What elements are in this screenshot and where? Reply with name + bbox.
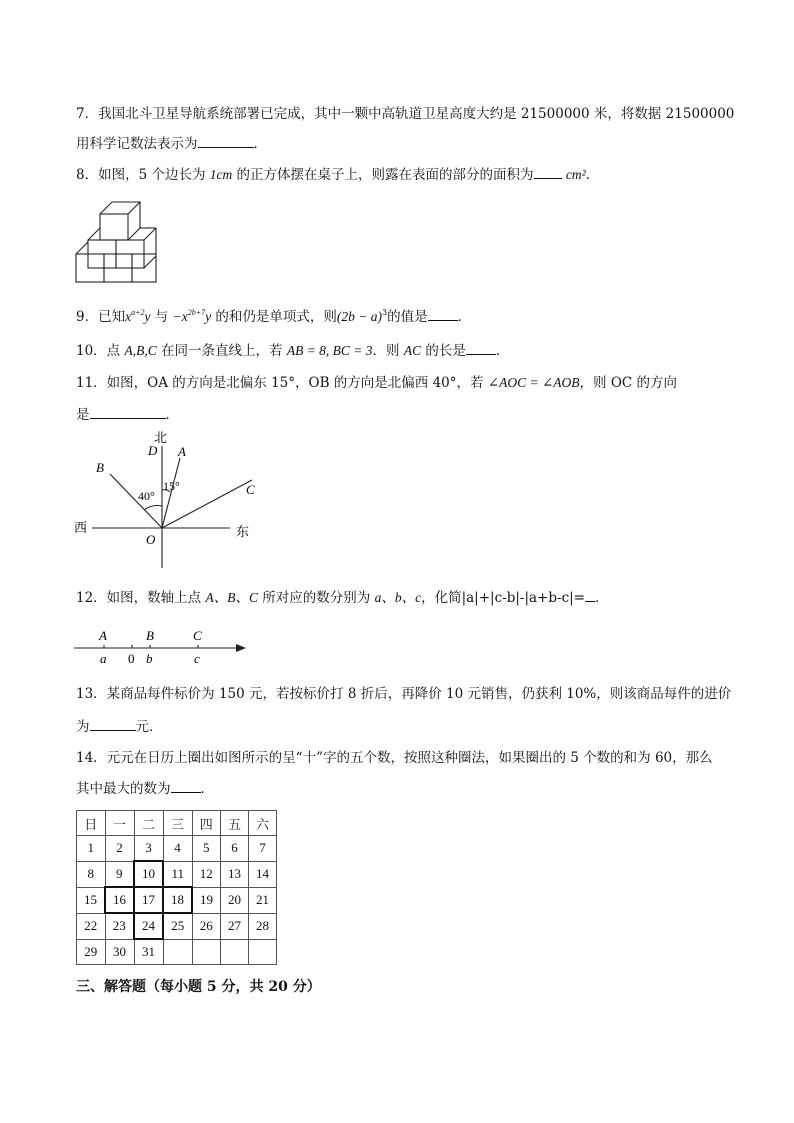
q9-post: 的值是 [387,309,428,325]
calendar-cell-circled: 16 [105,887,134,913]
q8-end: ． [585,167,600,183]
calendar-cell: 26 [192,913,221,939]
q7-end: ． [253,136,267,152]
axis-label-b-top: B [146,628,154,643]
calendar-cell: 27 [221,913,249,939]
q9-term1b: y [144,309,151,324]
angle-40-label: 40° [138,489,155,503]
calendar-header-cell: 日 [77,811,106,836]
calendar-cell: 19 [192,887,221,913]
point-d-label: D [148,443,158,458]
q10-answer-blank [466,340,496,355]
calendar-header-row [77,811,277,836]
q9-end: ． [457,309,472,325]
q13-line2 [76,716,163,737]
calendar-cell: 11 [163,861,192,887]
q11-end: ． [165,407,179,423]
q10-line [76,340,509,361]
calendar-cell: 6 [221,836,249,862]
calendar-cell: 4 [163,836,192,862]
q8-text: 8．如图，5 个边长为 [76,167,210,183]
calendar-cell [163,939,192,965]
q12-post: ，化简|a|+|c-b|-|a+b-c|= [421,590,585,606]
calendar-cell-circled: 10 [134,861,163,887]
axis-label-a-bottom: a [100,651,107,666]
q12-pre: 12．如图，数轴上点 [76,590,206,606]
calendar-cell [221,939,249,965]
calendar-cell: 20 [221,887,249,913]
q11-text2: ，则 OC 的方向 [579,375,678,391]
q13-line1: 13．某商品每件标价为 150 元，若按标价打 8 折后，再降价 10 元销售，仍获利 10%，则该商品每件的进价 [76,686,732,702]
calendar-cell-circled: 18 [163,887,192,913]
q12-vals: a、b、c [374,590,422,605]
q11-line2-text: 是 [76,407,90,423]
calendar-row [77,887,277,913]
q9-term2b: y [205,309,212,324]
point-c-label: C [246,482,255,497]
q9-line [76,306,471,327]
point-b-label: B [96,460,104,475]
point-a-label: A [178,444,186,459]
section-heading: 三、解答题（每小题 5 分，共 20 分） [76,979,321,995]
q9-mid: 与 [150,309,173,325]
calendar-cell: 22 [77,913,106,939]
q8-line [76,164,599,185]
q7-line1: 7．我国北斗卫星导航系统部署已完成，其中一颗中高轨道卫星高度大约是 21500000 米，将数据 21500000 [76,106,735,122]
axis-label-c-top: C [193,628,202,643]
axis-label-zero: 0 [128,651,135,666]
q10-mid2: ．则 [372,343,404,359]
q8-unit2: cm² [565,167,586,182]
calendar-cell: 30 [105,939,134,965]
calendar-row [77,939,277,965]
q10-points: A,B,C [124,343,157,358]
calendar-cell: 14 [249,861,277,887]
cubes-figure [74,198,158,286]
calendar-header-cell: 二 [134,811,163,836]
q12-mid: 所对应的数分别为 [257,590,375,606]
calendar-cell: 13 [221,861,249,887]
calendar-cell: 17 [134,887,163,913]
direction-figure [70,428,270,570]
calendar-cell: 3 [134,836,163,862]
calendar-cell: 9 [105,861,134,887]
q12-line [76,587,609,608]
q7-answer-blank [198,133,254,148]
axis-label-c-bottom: c [194,651,200,666]
q11-answer-blank [90,404,166,419]
calendar-row [77,861,277,887]
q7-line2 [76,133,267,154]
calendar-table [76,810,277,965]
east-label: 东 [236,524,250,539]
q8-unit: 1cm [209,167,233,182]
calendar-cell: 15 [77,887,106,913]
calendar-cell-circled: 24 [134,913,163,939]
calendar-cell: 21 [249,887,277,913]
calendar-cell: 23 [105,913,134,939]
calendar-row [77,913,277,939]
q8-text2: 的正方体摆在桌子上，则露在表面的部分的面积为 [232,167,534,183]
calendar-cell: 29 [77,939,106,965]
calendar-cell: 31 [134,939,163,965]
calendar-cell: 2 [105,836,134,862]
q11-cond: ∠AOC = ∠AOB [487,375,580,390]
number-line-figure [70,622,252,668]
west-label: 西 [74,520,88,535]
q14-line2 [76,778,214,799]
calendar-cell: 1 [77,836,106,862]
q13-end: 元． [135,719,163,735]
calendar-header-cell: 五 [221,811,249,836]
q9-term2: −x [172,309,188,324]
axis-label-a-top: A [99,628,107,643]
q9-pre: 9．已知 [76,309,126,325]
calendar-cell: 28 [249,913,277,939]
q9-term1: x [125,309,132,324]
calendar-header-cell: 六 [249,811,277,836]
q14-line1: 14．元元在日历上圈出如图所示的呈“十”字的五个数，按照这种圈法，如果圈出的 5 个数的和为 60，那么 [76,750,713,766]
q9-exp3: 3 [382,308,388,317]
q10-pre: 10．点 [76,343,125,359]
q10-end: ． [495,343,510,359]
q9-mid2: 的和仍是单项式，则 [211,309,337,325]
q11-text: 11．如图，OA 的方向是北偏东 15°，OB 的方向是北偏西 40°，若 [76,375,488,391]
calendar-cell [192,939,221,965]
calendar-cell: 5 [192,836,221,862]
q10-ac: AC [403,343,422,358]
q14-answer-blank [171,778,201,793]
calendar-cell: 8 [77,861,106,887]
q13-answer-blank [90,716,136,731]
q9-expr: (2b − a) [336,309,383,324]
calendar-header-cell: 四 [192,811,221,836]
q9-exp2: 2b+7 [187,308,206,317]
calendar-header-cell: 一 [105,811,134,836]
q12-end: ． [595,590,609,606]
q9-answer-blank [428,306,458,321]
q14-end: ． [200,781,214,797]
calendar-row [77,836,277,862]
calendar-cell: 25 [163,913,192,939]
q14-text: 其中最大的数为 [76,781,171,797]
q12-points: A、B、C [205,590,258,605]
calendar-header-cell: 三 [163,811,192,836]
q11-line1 [76,373,677,393]
q11-line2 [76,404,179,425]
angle-15-label: 15° [163,479,180,493]
q13-text: 为 [76,719,90,735]
calendar-cell: 12 [192,861,221,887]
q10-mid: 在同一条直线上，若 [156,343,287,359]
origin-o-label: O [146,532,156,547]
q9-exp1: a+2 [131,308,145,317]
calendar-cell: 7 [249,836,277,862]
q7-text: 用科学记数法表示为 [76,136,198,152]
calendar-cell [249,939,277,965]
q8-answer-blank [534,164,562,179]
axis-label-b-bottom: b [146,651,153,666]
q10-cond: AB = 8, BC = 3 [286,343,373,358]
q12-answer-blank [585,587,595,602]
q10-post: 的长是 [421,343,466,359]
north-label: 北 [154,430,168,445]
